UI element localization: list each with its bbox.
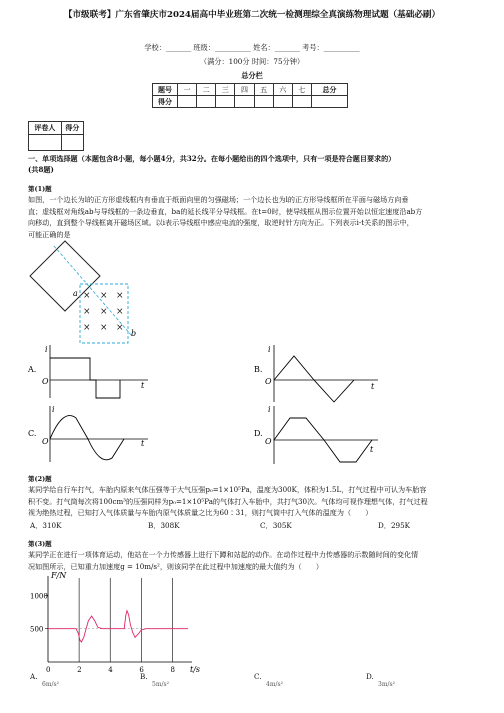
cross-mark: × (100, 291, 108, 301)
option-letter: D. (254, 429, 263, 438)
option-a-graph[interactable] (28, 345, 148, 398)
axis-label-i: i (268, 405, 271, 414)
axis-label-i: i (268, 345, 271, 354)
y-tick-label: 500 (30, 625, 44, 634)
axis-label-t: t (370, 445, 374, 454)
grader-score-cell[interactable] (61, 135, 83, 151)
option-letter: A. (28, 365, 37, 374)
page-title: 【市级联考】广东省肇庆市2024届高中毕业班第二次统一检测理综全真演练物理试题（基础必刷） (63, 10, 441, 20)
force-time-chart (28, 570, 208, 682)
grader-score-label: 得分 (61, 122, 83, 135)
grader-cell[interactable] (29, 135, 62, 151)
question-text-line: 如图，一个边长为l的正方形虚线框内有垂直于纸面向里的匀强磁场；一个边长也为l的正方形导线框所在平面与磁场方向垂 (28, 195, 409, 204)
option-text: 308K (160, 521, 180, 530)
score-table-header: 总分 (311, 84, 347, 96)
option-d-graph[interactable] (254, 405, 378, 464)
score-table-header: 一 (178, 84, 197, 96)
score-table-header: 三 (216, 84, 235, 96)
option-letter: C. (254, 672, 262, 681)
axis-label-i: i (52, 405, 55, 414)
axis-origin: O (265, 437, 272, 446)
cross-mark: × (83, 291, 91, 301)
x-tick-label: 8 (170, 666, 175, 674)
option-d[interactable] (378, 521, 410, 531)
option-letter: C. (28, 429, 37, 438)
score-row-label: 得分 (153, 96, 178, 108)
y-axis-label: F/N (51, 571, 67, 580)
option-c-text: 4m/s² (266, 681, 284, 688)
option-b-text: 5m/s² (152, 681, 170, 688)
current-curve (274, 356, 354, 402)
score-table-title: 总分栏 (241, 71, 263, 80)
question-text-line: 某同学给自行车打气，车胎内原来气体压强等于大气压强p₀=1×10⁵Pa，温度为300K，体积为1.5L，打气过程中可认为车胎容 (28, 485, 427, 494)
option-letter: D． (378, 521, 391, 530)
grader-label: 评卷人 (29, 122, 62, 135)
section-subtitle: (共8题) (28, 165, 54, 174)
score-table (152, 83, 348, 108)
axis-label-t: t (141, 439, 145, 448)
score-cell[interactable] (292, 96, 311, 108)
question-text-line: 向移动，直到整个导线框离开磁场区域。以i表示导线框中感应电流的强度，取逆时针方向为正。下列表示i-t关系的图示中， (28, 218, 414, 227)
score-cell[interactable] (197, 96, 216, 108)
score-table-header: 五 (254, 84, 273, 96)
option-letter: A. (30, 672, 38, 681)
score-cell[interactable] (273, 96, 292, 108)
question-text-line: 积不变。打气筒每次将100cm³的压强同样为p₀=1×10⁵Pa的气体打入车胎中，共打气30次。气体均可视作理想气体，打气过程 (28, 496, 428, 506)
option-d-text: 3m/s² (378, 681, 396, 688)
x-tick-label: 6 (139, 666, 144, 674)
option-letter: B. (140, 672, 148, 681)
option-c[interactable] (260, 521, 292, 531)
option-letter: A． (30, 521, 43, 530)
axis-origin: O (42, 377, 49, 386)
cross-mark: × (116, 291, 124, 301)
option-c-graph[interactable] (28, 405, 148, 462)
q1-options-graphs (28, 340, 488, 470)
score-cell[interactable] (178, 96, 197, 108)
question-text-line: 某同学正在进行一项体育运动，他站在一个力传感器上进行下蹲和站起的动作。在动作过程中力传感器的示数随时间的变化情 (28, 550, 419, 559)
axis-label-t: t (141, 381, 145, 390)
axis-label-t: t (371, 382, 375, 391)
option-a-text: 6m/s² (42, 681, 60, 688)
score-table-header: 题号 (153, 84, 178, 96)
x-tick-label: 0 (46, 666, 51, 674)
score-cell[interactable] (311, 96, 347, 108)
option-b[interactable] (148, 521, 180, 531)
option-a[interactable] (30, 521, 61, 531)
score-table-header-row (153, 84, 348, 96)
option-c[interactable] (254, 672, 262, 682)
score-table-header: 七 (292, 84, 311, 96)
option-b-graph[interactable] (254, 345, 378, 402)
y-tick-label: 1000 (30, 592, 48, 601)
current-curve (50, 358, 120, 398)
question-label: 第(3)题 (28, 540, 52, 548)
question-text-line: 直；虚线框对角线ab与导线框的一条边垂直，ba的延长线平分导线框。在t=0时，使导线框从图示位置开始以恒定速度沿ab方 (28, 206, 423, 216)
score-cell[interactable] (235, 96, 254, 108)
question-label: 第(1)题 (28, 185, 52, 193)
section-title: 一、单项选择题（本题包含8小题，每小题4分，共32分。在每小题给出的四个选项中，只有一项是符合题目要求的） (28, 154, 396, 163)
field-crosses (83, 291, 124, 333)
question-text (28, 549, 478, 572)
question-text (28, 484, 478, 519)
option-letter: B. (254, 365, 263, 374)
question-text-line: 视为绝热过程，已知打入气体质量与车胎内原气体质量之比为60∶31，则打气筒中打入气体的温度为（ ） (28, 508, 373, 517)
option-letter: C． (260, 521, 273, 530)
question-text-line: 可能正确的是 (28, 229, 71, 239)
axis-origin: O (265, 377, 272, 386)
cross-mark: × (100, 307, 108, 317)
series-line (48, 611, 188, 642)
label-b: b (131, 329, 137, 338)
option-b[interactable] (140, 672, 148, 682)
cross-mark: × (116, 323, 124, 333)
exam-time-line: （满分：100分 时间：75分钟） (199, 57, 305, 66)
grader-box (28, 121, 84, 151)
label-a: a (73, 289, 78, 298)
cross-mark: × (116, 307, 124, 317)
cross-mark: × (83, 307, 91, 317)
score-table-header: 六 (273, 84, 292, 96)
axis-label-i: i (45, 345, 48, 354)
score-cell[interactable] (254, 96, 273, 108)
option-text: 310K (42, 521, 62, 530)
x-tick-label: 4 (108, 666, 113, 674)
score-table-score-row (153, 96, 348, 108)
option-text: 305K (272, 521, 292, 530)
q1-magnetic-field-diagram (28, 238, 148, 348)
option-letter: D. (366, 672, 374, 681)
score-table-header: 四 (235, 84, 254, 96)
question-text (28, 194, 478, 240)
cross-mark: × (83, 323, 91, 333)
score-cell[interactable] (216, 96, 235, 108)
option-a[interactable] (30, 672, 37, 682)
option-text: 295K (390, 521, 411, 530)
student-info-line: 学校：_______ 班级：__________ 姓名：_______ 考号：__________ (144, 43, 360, 52)
option-d[interactable] (366, 672, 374, 682)
current-curve (50, 416, 124, 460)
x-axis-label: t/s (190, 665, 201, 674)
score-table-header: 二 (197, 84, 216, 96)
question-label: 第(2)题 (28, 475, 52, 483)
option-letter: B． (148, 521, 161, 530)
question-text-line: 况如图所示，已知重力加速度g = 10m/s²，则该同学在此过程中加速度的最大值约为（ ） (28, 561, 323, 571)
axis-origin: O (42, 437, 49, 446)
x-tick-label: 2 (77, 666, 82, 674)
cross-mark: × (100, 323, 108, 333)
